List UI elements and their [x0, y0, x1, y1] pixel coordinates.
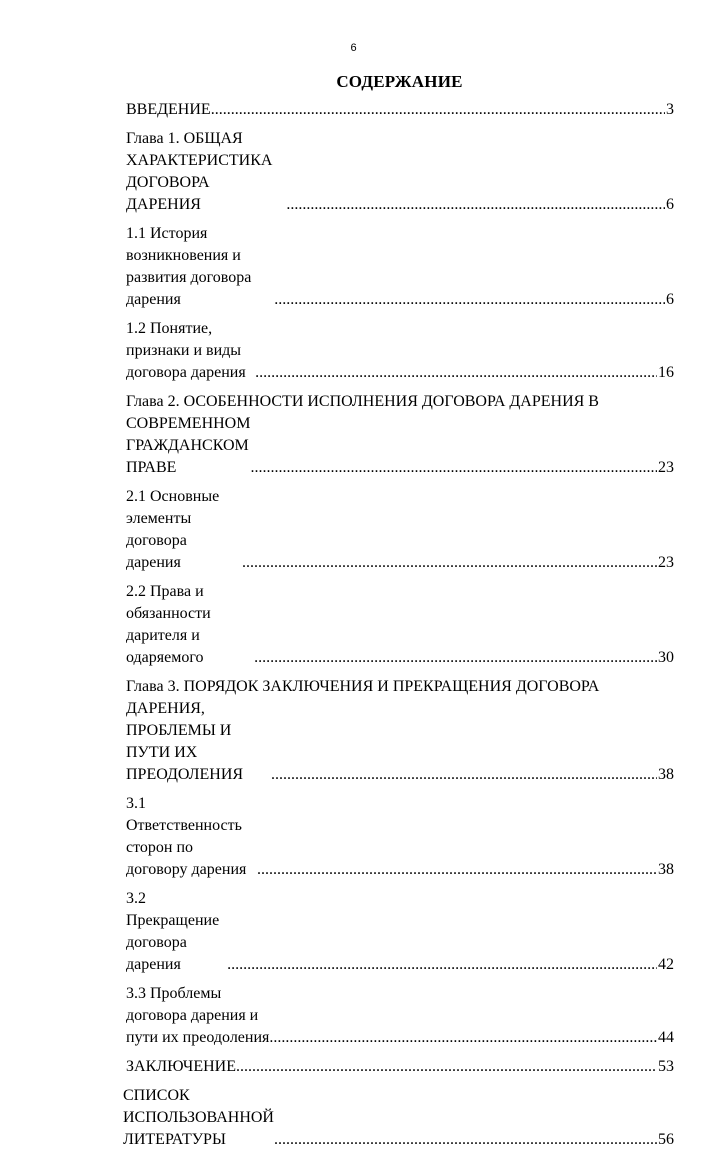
toc-entry-page: 16 [658, 364, 674, 381]
toc-entry-section-1-1[interactable] [126, 223, 674, 311]
toc-entry-last-line [126, 413, 674, 479]
toc-entry-chapter-3[interactable] [126, 676, 674, 786]
toc-leader-dots [227, 954, 657, 976]
toc-entry-conclusion[interactable] [126, 1056, 674, 1078]
toc-entry-label: Глава 1. ОБЩАЯ ХАРАКТЕРИСТИКА ДОГОВОРА ДАРЕНИЯ [126, 130, 273, 213]
toc-leader-dots [236, 1056, 657, 1078]
toc-leader-dots [242, 552, 657, 574]
toc-entry-label: 2.2 Права и обязанности дарителя и одаряемого [126, 583, 211, 666]
toc-entry-label: 3.2 Прекращение договора дарения [126, 890, 220, 973]
toc-entry-page: 6 [666, 196, 674, 213]
toc-leader-dots [254, 647, 657, 669]
toc-entry-page: 56 [658, 1131, 674, 1148]
toc-entry-label: 3.1 Ответственность сторон по договору дарения [126, 795, 247, 878]
toc-leader-dots [211, 99, 665, 121]
toc-entry-label: СПИСОК ИСПОЛЬЗОВАННОЙ ЛИТЕРАТУРЫ [123, 1087, 274, 1148]
toc-entry-chapter-2[interactable] [126, 391, 674, 479]
toc-entry-page: 38 [658, 766, 674, 783]
table-of-contents [123, 99, 674, 1151]
toc-leader-dots [257, 859, 657, 881]
toc-entry-page: 23 [658, 554, 674, 571]
toc-entry-page: 42 [658, 956, 674, 973]
toc-entry-page: 6 [666, 291, 674, 308]
toc-entry-label: 1.2 Понятие, признаки и виды договора дарения [126, 320, 246, 381]
toc-entry-page: 38 [658, 861, 674, 878]
toc-entry-page: 3 [666, 101, 674, 118]
toc-entry-label: 1.1 История возникновения и развития договора дарения [126, 225, 252, 308]
toc-entry-first-line [126, 676, 674, 698]
toc-entry-last-line [126, 698, 674, 786]
toc-entry-label: 3.3 Проблемы договора дарения и пути их преодоления [126, 985, 270, 1046]
toc-entry-page: 30 [658, 649, 674, 666]
toc-leader-dots [255, 362, 657, 384]
page-number: 6 [350, 42, 357, 54]
toc-entry-chapter-1[interactable] [126, 128, 674, 216]
toc-entry-label-line1: Глава 3. ПОРЯДОК ЗАКЛЮЧЕНИЯ И ПРЕКРАЩЕНИЯ ДОГОВОРА [126, 678, 600, 695]
toc-entry-label: СОВРЕМЕННОМ ГРАЖДАНСКОМ ПРАВЕ [126, 415, 251, 476]
toc-entry-page: 44 [658, 1029, 674, 1046]
toc-entry-section-2-1[interactable] [126, 486, 674, 574]
toc-entry-first-line [126, 391, 674, 413]
toc-entry-section-3-1[interactable] [126, 793, 674, 881]
page-title: СОДЕРЖАНИЕ [336, 72, 463, 91]
toc-entry-label: 2.1 Основные элементы договора дарения [126, 488, 220, 571]
toc-entry-references[interactable] [123, 1085, 674, 1151]
toc-entry-section-3-2[interactable] [126, 888, 674, 976]
toc-leader-dots [274, 289, 665, 311]
toc-leader-dots [274, 1129, 657, 1151]
toc-leader-dots [286, 194, 665, 216]
toc-leader-dots [250, 457, 657, 479]
toc-entry-page: 23 [658, 459, 674, 476]
toc-entry-section-1-2[interactable] [126, 318, 674, 384]
toc-leader-dots [271, 764, 657, 786]
toc-entry-section-2-2[interactable] [126, 581, 674, 669]
toc-leader-dots [269, 1027, 657, 1049]
toc-entry-page: 53 [658, 1058, 674, 1075]
toc-entry-label: ВВЕДЕНИЕ [126, 101, 211, 118]
toc-entry-section-3-3[interactable] [126, 983, 674, 1049]
toc-entry-introduction[interactable] [126, 99, 674, 121]
toc-entry-label: ДАРЕНИЯ, ПРОБЛЕМЫ И ПУТИ ИХ ПРЕОДОЛЕНИЯ [126, 700, 244, 783]
toc-entry-label: ЗАКЛЮЧЕНИЕ [126, 1058, 236, 1075]
toc-entry-label-line1: Глава 2. ОСОБЕННОСТИ ИСПОЛНЕНИЯ ДОГОВОРА ДАРЕНИЯ В [126, 393, 599, 410]
